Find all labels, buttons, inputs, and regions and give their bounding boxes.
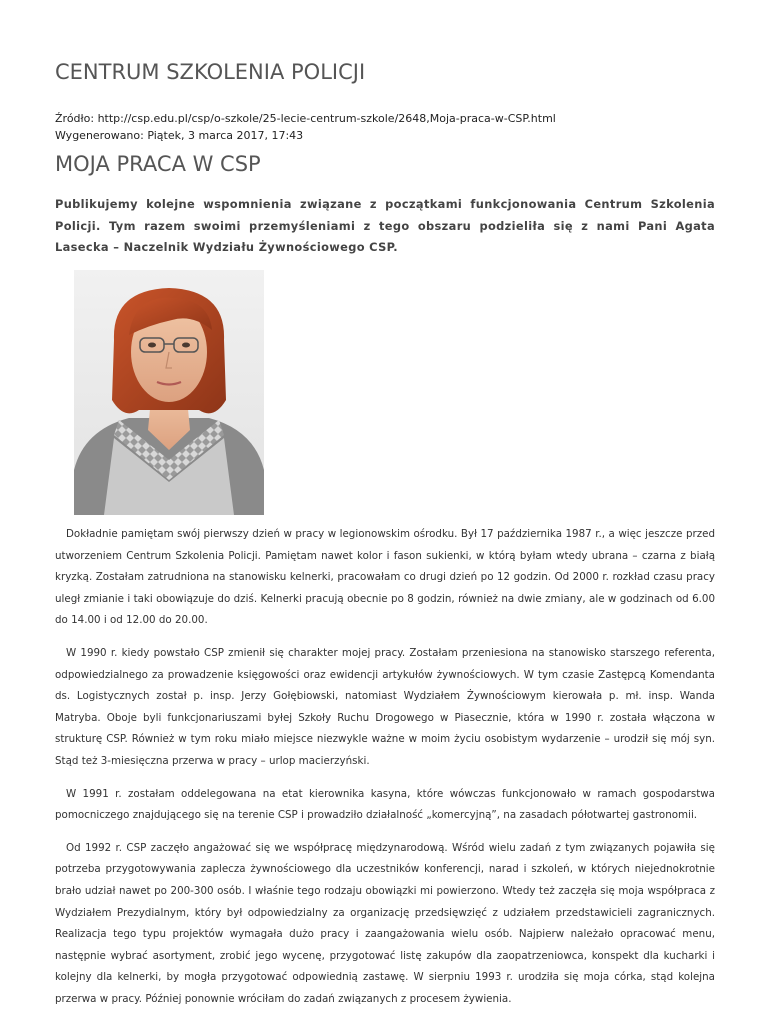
source-line: Źródło: http://csp.edu.pl/csp/o-szkole/25-lecie-centrum-szkole/2648,Moja-praca-w-CSP.html bbox=[55, 112, 556, 125]
portrait-photo bbox=[74, 270, 264, 515]
document-meta bbox=[55, 110, 556, 144]
article-lead: Publikujemy kolejne wspomnienia związane z początkami funkcjonowania Centrum Szkolenia Policji. Tym razem swoimi przemyśleniami z tego obszaru podzieliła się z nami Pani Agata Lasecka – Naczelnik Wydziału Żywnościowego CSP. bbox=[55, 197, 715, 255]
article-paragraph: Od 1992 r. CSP zaczęło angażować się we współpracę międzynarodową. Wśród wielu zadań z tym związanych pojawiła się potrzeba przygotowywania zaplecza żywnościowego dla uczestników konferencji, narad i szkoleń, w których niejednokrotnie brało udział nawet po 200-300 osób. I właśnie tego rodzaju obowiązki mi powierzono. Wtedy też zaczęła się moja współpraca z Wydziałem Prezydialnym, który był odpowiedzialny za organizację przedsięwzięć z udziałem przedstawicieli zagranicznych. Realizacja tego typu projektów wymagała dużo pracy i zaangażowania wielu osób. Najpierw należało opracować menu, następnie wybrać asortyment, zrobić jego wycenę, przygotować listę zakupów dla zaopatrzeniowca, konspekt dla kucharki i kolejny dla kelnerki, by mogła przygotować odpowiednią zastawę. W sierpniu 1993 r. urodziła się moja córka, stąd kolejna przerwa w pracy. Później ponownie wróciłam do zadań związanych z procesem żywienia. bbox=[55, 841, 715, 1005]
article-title: MOJA PRACA W CSP bbox=[55, 152, 261, 176]
article-paragraph: Dokładnie pamiętam swój pierwszy dzień w pracy w legionowskim ośrodku. Był 17 października 1987 r., a więc jeszcze przed utworzeniem Centrum Szkolenia Policji. Pamiętam nawet kolor i fason sukienki, w którą byłam wtedy ubrana – czarna z białą kryzką. Zostałam zatrudniona na stanowisku kelnerki, pracowałam co drugi dzień po 12 godzin. Od 2000 r. rozkład czasu pracy uległ zmianie i taki obowiązuje do dziś. Kelnerki pracują obecnie po 8 godzin, również na dwie zmiany, ale w godzinach od 6.00 do 14.00 i od 12.00 do 20.00. bbox=[55, 528, 715, 627]
generated-line: Wygenerowano: Piątek, 3 marca 2017, 17:43 bbox=[55, 129, 304, 142]
article-body bbox=[55, 524, 715, 1021]
article-paragraph: W 1990 r. kiedy powstało CSP zmienił się charakter mojej pracy. Zostałam przeniesiona na stanowisko starszego referenta, odpowiedzialnego za prowadzenie księgowości oraz ewidencji artykułów żywnościowych. W tym czasie Zastępcą Komendanta ds. Logistycznych został p. insp. Jerzy Gołębiowski, natomiast Wydziałem Żywnościowym kierowała p. mł. insp. Wanda Matryba. Oboje byli funkcjonariuszami byłej Szkoły Ruchu Drogowego w Piasecznie, która w 1990 r. została włączona w strukturę CSP. Również w tym roku miało miejsce niezwykle ważne w moim życiu osobistym wydarzenie – urodził się mój syn. Stąd też 3-miesięczna przerwa w pracy – urlop macierzyński. bbox=[55, 646, 715, 767]
site-title: CENTRUM SZKOLENIA POLICJI bbox=[55, 60, 366, 84]
article-paragraph: W 1991 r. zostałam oddelegowana na etat kierownika kasyna, które wówczas funkcjonowało w ramach gospodarstwa pomocniczego znajdującego się na terenie CSP i prowadziło działalność „komercyjną”, na zasadach półotwartej gastronomii. bbox=[55, 787, 715, 822]
